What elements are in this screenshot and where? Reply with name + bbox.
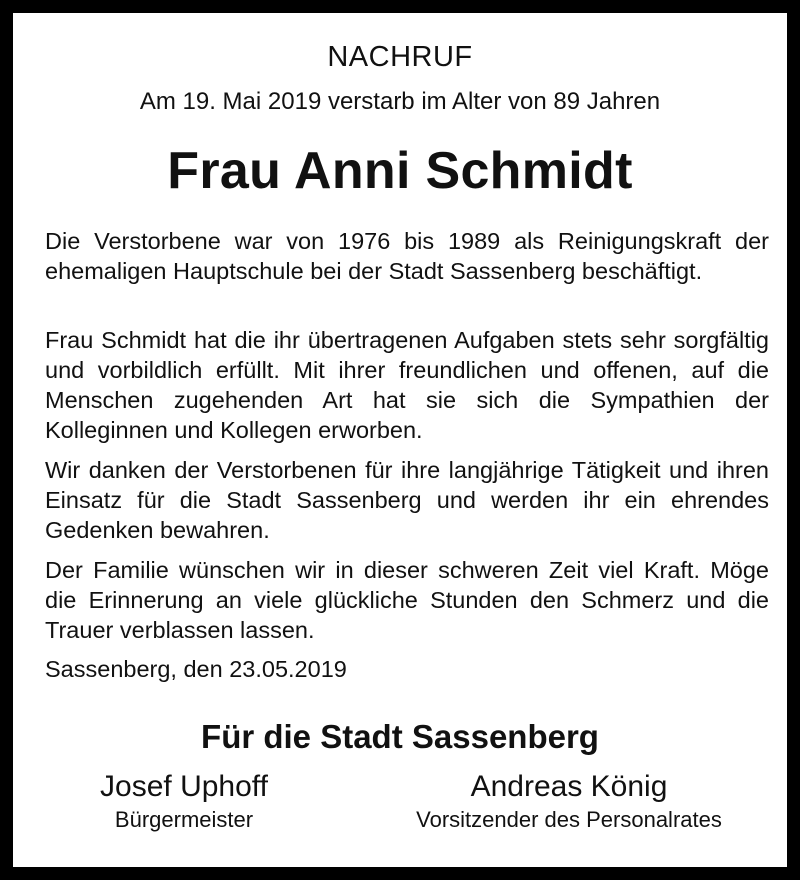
death-date-line: Am 19. Mai 2019 verstarb im Alter von 89 Jahren (139, 88, 661, 115)
paragraph-employment: Die Verstorbene war von 1976 bis 1989 als Reinigungskraft der ehemaligen Hauptschule bei der Stadt Sassenberg beschäftigt. (45, 228, 769, 284)
place-date: Sassenberg, den 23.05.2019 (45, 656, 347, 682)
paragraph-thanks: Wir danken der Verstorbenen für ihre langjährige Tätigkeit und ihren Einsatz für die Stadt Sassenberg und werden ihr ein ehrendes Gedenken bewahren. (45, 457, 769, 543)
signatory-title: Bürgermeister (114, 807, 254, 832)
signatory-mayor (53, 770, 315, 834)
paragraph-tribute: Frau Schmidt hat die ihr übertragenen Aufgaben stets sehr sorgfältig und vorbildlich erfüllt. Mit ihrer freundlichen und offenen, auf die Menschen zugehenden Art hat sie sich die Sympathien der Kolleginnen und Kollegen erworben. (45, 327, 769, 443)
notice-heading: NACHRUF (327, 41, 473, 73)
paragraph-condolences: Der Familie wünschen wir in dieser schweren Zeit viel Kraft. Möge die Erinnerung an viele glückliche Stunden den Schmerz und die Trauer verblassen lassen. (45, 557, 769, 643)
signatory-name: Andreas König (470, 770, 668, 803)
organization-line: Für die Stadt Sassenberg (201, 718, 599, 755)
signatory-name: Josef Uphoff (100, 770, 268, 803)
deceased-name: Frau Anni Schmidt (167, 142, 633, 200)
signatory-title: Vorsitzender des Personalrates (416, 807, 722, 832)
signatory-council (373, 770, 765, 834)
obituary-notice (13, 13, 787, 867)
